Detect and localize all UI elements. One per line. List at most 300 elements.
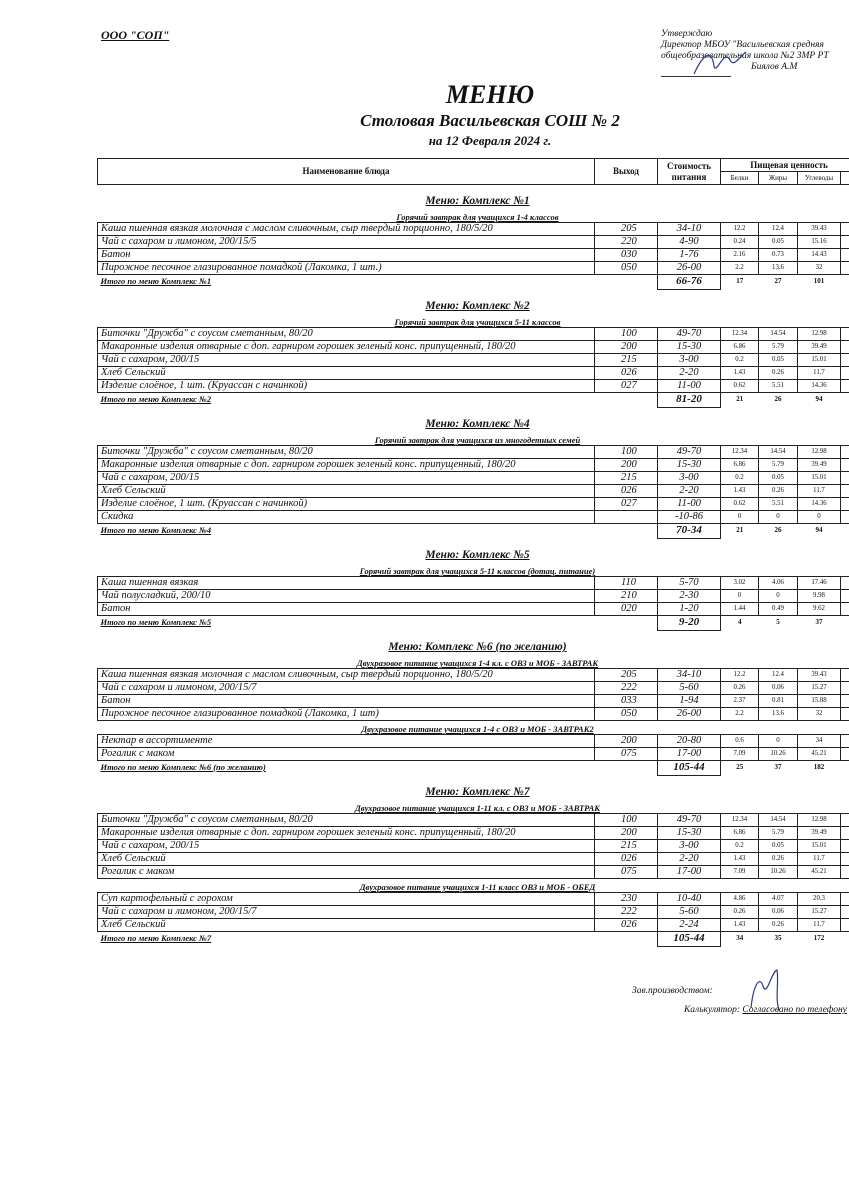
dish-name: Каша пшенная вязкая [98,577,595,590]
dish-protein: 0.26 [721,906,759,919]
dish-name: Макаронные изделия отварные с доп. гарниром горошек зеленый конс. припущенный, 180/20 [98,827,595,840]
dish-fat: 0.05 [759,236,798,249]
dish-protein: 2.2 [721,262,759,275]
complex-title-row [98,776,849,801]
dish-name: Биточки "Дружба" с соусом сметанным, 80/20 [98,814,595,827]
dish-name: Хлеб Сельский [98,485,595,498]
dish-carbs: 45.21 [798,748,841,761]
dish-output: 222 [595,682,658,695]
dish-output: 205 [595,669,658,682]
dish-extra [841,354,849,367]
dish-fat: 13.6 [759,262,798,275]
dish-name: Чай с сахаром, 200/15 [98,472,595,485]
meal-heading-row [98,800,849,814]
table-row [98,459,849,472]
total-row [98,616,849,631]
table-row [98,262,849,275]
dish-extra [841,669,849,682]
dish-price: 49-70 [658,328,721,341]
dish-fat: 14.54 [759,446,798,459]
dish-carbs: 39.43 [798,669,841,682]
calculator-block [684,1005,847,1015]
dish-carbs: 14.36 [798,498,841,511]
dish-output: 026 [595,919,658,932]
total-fat: 26 [774,395,782,403]
dish-price: 17-00 [658,748,721,761]
total-carbs: 37 [815,618,823,626]
dish-carbs: 34 [798,735,841,748]
dish-name: Нектар в ассортименте [98,735,595,748]
dish-protein: 0.62 [721,380,759,393]
table-row [98,603,849,616]
dish-protein: 0.6 [721,735,759,748]
dish-fat: 5.79 [759,341,798,354]
dish-carbs: 17.46 [798,577,841,590]
total-fat: 35 [774,934,782,942]
dish-fat: 0.81 [759,695,798,708]
table-row [98,485,849,498]
dish-output: 027 [595,380,658,393]
dish-output: 215 [595,472,658,485]
meal-heading-row [98,563,849,577]
dish-extra [841,236,849,249]
dish-fat: 0.26 [759,485,798,498]
approval-signer: Биялов А.М [751,62,798,72]
dish-extra [841,853,849,866]
dish-fat: 13.6 [759,708,798,721]
dish-carbs: 45.21 [798,866,841,879]
dish-fat: 5.51 [759,498,798,511]
dish-price: 26-00 [658,708,721,721]
dish-extra [841,446,849,459]
dish-price: 2-24 [658,919,721,932]
column-extra-header [841,172,849,185]
dish-fat: 0.26 [759,367,798,380]
dish-fat: 5.79 [759,459,798,472]
column-nutrition-header: Пищевая ценность [721,159,849,172]
total-carbs: 182 [813,763,825,771]
dish-fat: 0.26 [759,919,798,932]
dish-extra [841,840,849,853]
dish-price: 2-20 [658,367,721,380]
total-label: Итого по меню Комплекс №2 [100,394,212,404]
dish-price: 11-00 [658,380,721,393]
dish-carbs: 14.36 [798,380,841,393]
dish-output: 020 [595,603,658,616]
dish-extra [841,249,849,262]
total-spacer [595,616,658,631]
dish-carbs: 20.3 [798,893,841,906]
dish-protein: 1.44 [721,603,759,616]
dish-extra [841,485,849,498]
dish-name: Каша пшенная вязкая молочная с маслом сливочным, сыр твердый порционно, 180/5/20 [98,669,595,682]
dish-fat: 0.05 [759,472,798,485]
company-name: ООО "СОП" [101,28,170,42]
dish-price: 5-60 [658,906,721,919]
dish-carbs: 14.43 [798,249,841,262]
dish-output: 100 [595,446,658,459]
dish-output: 075 [595,748,658,761]
complex-title: Меню: Комплекс №7 [425,786,530,798]
dish-extra [841,341,849,354]
meal-heading: Горячий завтрак для учащихся 5-11 классов [394,317,561,327]
dish-output: 200 [595,459,658,472]
meal-heading: Горячий завтрак для учащихся 5-11 классов (дотац. питание) [359,566,596,576]
dish-fat: 0.26 [759,853,798,866]
total-protein: 4 [738,618,742,626]
dish-output: 027 [595,498,658,511]
dish-output: 033 [595,695,658,708]
dish-extra [841,603,849,616]
dish-fat: 0.05 [759,354,798,367]
total-fat: 27 [774,277,782,285]
total-protein: 21 [736,395,744,403]
dish-protein: 0.24 [721,236,759,249]
dish-price: 15-30 [658,827,721,840]
dish-fat: 0.73 [759,249,798,262]
dish-price: 11-00 [658,498,721,511]
dish-protein: 4.86 [721,893,759,906]
dish-name: Чай с сахаром, 200/15 [98,840,595,853]
total-extra [841,616,849,631]
total-row [98,524,849,539]
dish-price: 49-70 [658,446,721,459]
table-row [98,328,849,341]
total-extra [841,932,849,947]
dish-protein: 2.2 [721,708,759,721]
dish-extra [841,814,849,827]
dish-carbs: 11.7 [798,919,841,932]
table-row [98,669,849,682]
dish-carbs: 15.01 [798,840,841,853]
dish-name: Чай полусладкий, 200/10 [98,590,595,603]
dish-price: 15-30 [658,459,721,472]
dish-extra [841,682,849,695]
dish-fat: 0 [759,590,798,603]
dish-output: 110 [595,577,658,590]
total-price: 81-20 [658,393,721,408]
dish-extra [841,459,849,472]
dish-protein: 12.2 [721,669,759,682]
dish-price: 5-60 [658,682,721,695]
table-row [98,367,849,380]
dish-price: 10-40 [658,893,721,906]
table-row [98,446,849,459]
total-price: 105-44 [658,761,721,776]
dish-name: Изделие слоёное, 1 шт. (Круассан с начинкой) [98,380,595,393]
table-row [98,498,849,511]
menu-table-body [98,185,849,947]
dish-carbs: 9.98 [798,590,841,603]
dish-protein: 7.09 [721,748,759,761]
dish-protein: 0.2 [721,840,759,853]
column-fat-header: Жиры [759,172,798,185]
dish-price: 2-30 [658,590,721,603]
total-protein: 34 [736,934,744,942]
table-row [98,472,849,485]
table-row [98,354,849,367]
table-row [98,341,849,354]
dish-extra [841,472,849,485]
dish-protein: 6.86 [721,459,759,472]
meal-heading: Горячий завтрак для учащихся 1-4 классов [396,212,559,222]
dish-price: 3-00 [658,840,721,853]
dish-carbs: 11.7 [798,367,841,380]
dish-price: 4-90 [658,236,721,249]
dish-protein: 7.09 [721,866,759,879]
meal-heading: Двухразовое питание учащихся 1-11 класс ОВЗ и МОБ - ОБЕД [359,882,596,892]
total-fat: 37 [774,763,782,771]
dish-name: Батон [98,249,595,262]
complex-title-row [98,290,849,315]
dish-extra [841,748,849,761]
dish-name: Хлеб Сельский [98,367,595,380]
dish-price: 1-94 [658,695,721,708]
total-label: Итого по меню Комплекс №6 (по желанию) [100,762,266,772]
total-fat: 26 [774,526,782,534]
total-carbs: 94 [815,526,823,534]
dish-name: Чай с сахаром и лимоном, 200/15/5 [98,236,595,249]
dish-protein: 2.37 [721,695,759,708]
dish-output: 026 [595,853,658,866]
dish-output: 210 [595,590,658,603]
dish-price: 17-00 [658,866,721,879]
table-row [98,577,849,590]
dish-name: Рогалик с маком [98,866,595,879]
table-row [98,866,849,879]
table-row [98,249,849,262]
dish-carbs: 15.01 [798,472,841,485]
dish-protein: 1.43 [721,367,759,380]
table-row [98,906,849,919]
dish-name: Чай с сахаром и лимоном, 200/15/7 [98,906,595,919]
dish-carbs: 39.43 [798,223,841,236]
total-spacer [595,524,658,539]
table-row [98,827,849,840]
table-row [98,840,849,853]
dish-price: 1-20 [658,603,721,616]
column-cost-header: Стоимость питания [658,159,721,185]
dish-output: 220 [595,236,658,249]
table-row [98,590,849,603]
dish-protein: 2.16 [721,249,759,262]
dish-price: 3-00 [658,354,721,367]
dish-fat: 0.49 [759,603,798,616]
dish-output: 030 [595,249,658,262]
dish-extra [841,367,849,380]
director-signature-icon [690,46,750,80]
table-row [98,695,849,708]
total-row [98,393,849,408]
table-row [98,814,849,827]
complex-title: Меню: Комплекс №4 [425,418,530,430]
dish-output: 075 [595,866,658,879]
column-carbs-header: Углеводы [798,172,841,185]
total-carbs: 172 [813,934,825,942]
approval-line-3: общеобразовательная школа №2 ЗМР РТ [661,51,829,61]
dish-carbs: 39.49 [798,459,841,472]
total-fat: 5 [776,618,780,626]
dish-name: Изделие слоёное, 1 шт. (Круассан с начинкой) [98,498,595,511]
approval-line-1: Утверждаю [661,29,713,39]
dish-carbs: 15.01 [798,354,841,367]
dish-carbs: 39.49 [798,341,841,354]
total-price: 66-76 [658,275,721,290]
dish-price: 26-00 [658,262,721,275]
dish-output: 200 [595,735,658,748]
dish-fat: 14.54 [759,328,798,341]
dish-price: 15-30 [658,341,721,354]
dish-carbs: 0 [798,511,841,524]
dish-fat: 0.05 [759,840,798,853]
table-row [98,919,849,932]
total-spacer [595,275,658,290]
total-extra [841,524,849,539]
total-extra [841,275,849,290]
calculator-label: Калькулятор: [684,1005,741,1015]
dish-name: Макаронные изделия отварные с доп. гарниром горошек зеленый конс. припущенный, 180/20 [98,459,595,472]
dish-name: Чай с сахаром и лимоном, 200/15/7 [98,682,595,695]
dish-carbs: 15.88 [798,695,841,708]
dish-extra [841,827,849,840]
dish-carbs: 15.27 [798,682,841,695]
total-protein: 25 [736,763,744,771]
dish-extra [841,328,849,341]
dish-protein: 12.2 [721,223,759,236]
meal-heading-row [98,314,849,328]
approval-line-2: Директор МБОУ "Васильевская средняя [661,40,824,50]
dish-fat: 10.26 [759,748,798,761]
complex-title: Меню: Комплекс №2 [425,300,530,312]
dish-protein: 1.43 [721,919,759,932]
dish-output: 100 [595,328,658,341]
dish-carbs: 32 [798,262,841,275]
dish-fat: 14.54 [759,814,798,827]
page-subtitle: Столовая Васильевская СОШ № 2 [360,111,620,130]
dish-protein: 0.62 [721,498,759,511]
complex-title-row [98,185,849,210]
dish-carbs: 15.16 [798,236,841,249]
meal-heading-row [98,655,849,669]
dish-name: Батон [98,603,595,616]
total-row [98,761,849,776]
dish-protein: 3.02 [721,577,759,590]
dish-output: 026 [595,485,658,498]
meal-heading: Двухразовое питание учащихся 1-11 кл. с ОВЗ и МОБ - ЗАВТРАК [355,803,601,813]
dish-name: Пирожное песочное глазированное помадкой (Лакомка, 1 шт.) [98,262,595,275]
dish-protein: 0.26 [721,682,759,695]
dish-fat: 0 [759,735,798,748]
dish-price: 3-00 [658,472,721,485]
dish-fat: 5.51 [759,380,798,393]
table-row [98,708,849,721]
dish-extra [841,866,849,879]
dish-output: 100 [595,814,658,827]
meal-heading: Двухразовое питание учащихся 1-4 с ОВЗ и МОБ - ЗАВТРАК2 [361,724,594,734]
dish-extra [841,708,849,721]
total-spacer [595,393,658,408]
total-extra [841,393,849,408]
table-row [98,380,849,393]
dish-extra [841,590,849,603]
dish-extra [841,735,849,748]
dish-price: 1-76 [658,249,721,262]
dish-fat: 0.06 [759,906,798,919]
dish-output: 200 [595,341,658,354]
dish-fat: 0 [759,511,798,524]
dish-name: Суп картофельный с горохом [98,893,595,906]
menu-table-header [98,159,849,185]
meal-heading-row [98,879,849,893]
total-label: Итого по меню Комплекс №4 [100,525,212,535]
dish-extra [841,906,849,919]
dish-name: Хлеб Сельский [98,919,595,932]
dish-name: Каша пшенная вязкая молочная с маслом сливочным, сыр твердый порционно, 180/5/20 [98,223,595,236]
dish-output: 215 [595,840,658,853]
dish-output: 026 [595,367,658,380]
dish-protein: 1.43 [721,485,759,498]
dish-name: Макаронные изделия отварные с доп. гарниром горошек зеленый конс. припущенный, 180/20 [98,341,595,354]
dish-fat: 12.4 [759,669,798,682]
column-output-header: Выход [595,159,658,185]
total-label: Итого по меню Комплекс №7 [100,933,212,943]
menu-table [97,158,849,947]
meal-heading: Двухразовое питание учащихся 1-4 кл. с ОВЗ и МОБ - ЗАВТРАК [356,658,599,668]
total-protein: 17 [736,277,744,285]
dish-protein: 0.2 [721,354,759,367]
dish-output: 050 [595,708,658,721]
agreed-by-phone: Согласовано по телефону [742,1005,847,1015]
complex-title-row [98,631,849,656]
total-price: 70-34 [658,524,721,539]
meal-heading: Горячий завтрак для учащихся из многодетных семей [374,435,581,445]
meal-heading-row [98,721,849,735]
total-label: Итого по меню Комплекс №1 [100,276,212,286]
dish-fat: 0.06 [759,682,798,695]
dish-price: 2-20 [658,853,721,866]
dish-name: Рогалик с маком [98,748,595,761]
total-row [98,275,849,290]
production-manager-label: Зав.производством: [632,986,713,996]
dish-output [595,511,658,524]
total-protein: 21 [736,526,744,534]
table-row [98,893,849,906]
dish-price: 34-10 [658,669,721,682]
page-title: МЕНЮ [445,80,535,109]
dish-protein: 0 [721,511,759,524]
total-carbs: 101 [813,277,825,285]
dish-carbs: 12.98 [798,446,841,459]
complex-title: Меню: Комплекс №5 [425,549,530,561]
dish-extra [841,223,849,236]
dish-price: 20-80 [658,735,721,748]
dish-extra [841,893,849,906]
dish-extra [841,695,849,708]
dish-extra [841,380,849,393]
table-row [98,748,849,761]
complex-title-row [98,539,849,564]
dish-name: Хлеб Сельский [98,853,595,866]
column-name-header: Наименование блюда [98,159,595,185]
table-row [98,223,849,236]
total-price: 9-20 [658,616,721,631]
dish-name: Биточки "Дружба" с соусом сметанным, 80/20 [98,446,595,459]
dish-fat: 4.07 [759,893,798,906]
dish-protein: 1.43 [721,853,759,866]
dish-protein: 6.86 [721,827,759,840]
dish-price: -10-86 [658,511,721,524]
dish-carbs: 15.27 [798,906,841,919]
